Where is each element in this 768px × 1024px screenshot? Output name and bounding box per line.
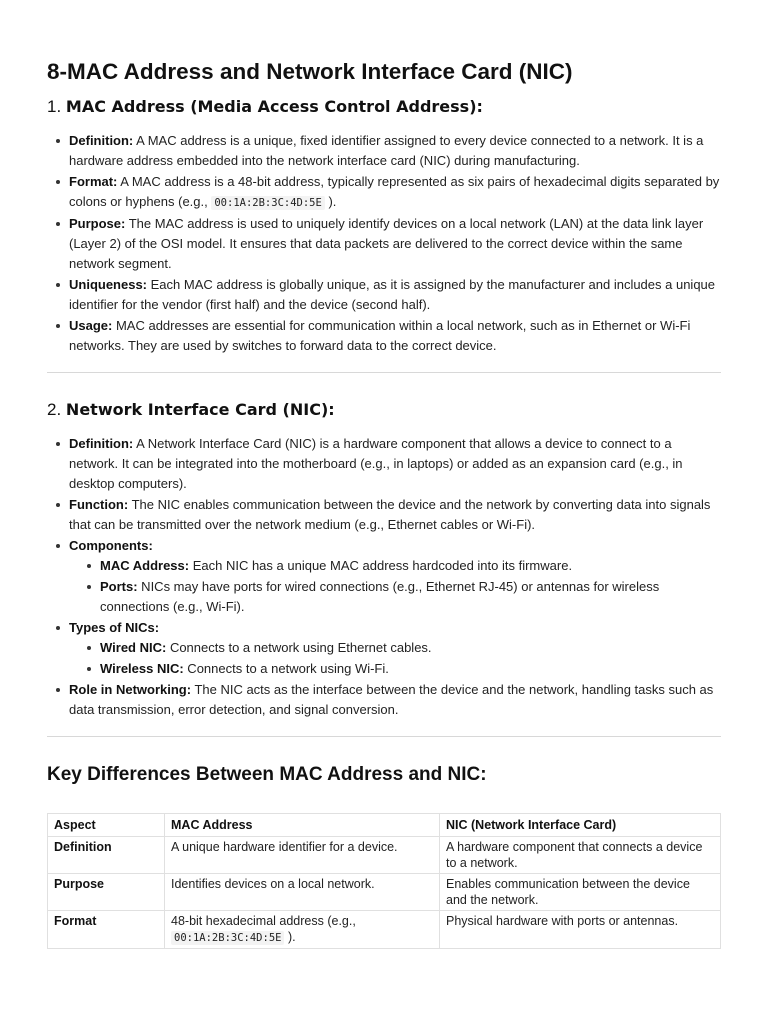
column-header: Aspect	[48, 814, 165, 837]
nic-types-list	[69, 638, 721, 679]
cell-text: ).	[284, 930, 296, 944]
comparison-heading: Key Differences Between MAC Address and NIC:	[47, 764, 487, 785]
section-heading-mac	[47, 96, 721, 118]
table-row	[48, 837, 721, 874]
item-text: ).	[324, 194, 337, 209]
item-text: Connects to a network using Ethernet cables.	[166, 640, 432, 655]
list-item	[100, 659, 721, 679]
list-item	[69, 275, 721, 315]
section-title: Network Interface Card (NIC):	[65, 400, 335, 419]
item-label: Function:	[69, 497, 129, 512]
list-item	[69, 680, 721, 720]
item-label: Role in Networking:	[69, 682, 192, 697]
item-label: MAC Address:	[100, 558, 190, 573]
item-label: Definition:	[69, 436, 134, 451]
section-heading-nic	[47, 399, 721, 421]
table-cell-nic: Enables communication between the device and the network.	[440, 874, 721, 911]
list-item	[69, 172, 721, 213]
comparison-table	[47, 813, 721, 949]
table-cell-mac: Identifies devices on a local network.	[165, 874, 440, 911]
item-text: NICs may have ports for wired connections (e.g., Ethernet RJ-45) or antennas for wireless connections (e.g., Wi-Fi).	[100, 579, 660, 614]
table-row	[48, 911, 721, 949]
item-label: Format:	[69, 174, 118, 189]
item-label: Types of NICs:	[69, 620, 160, 635]
item-text: Each MAC address is globally unique, as it is assigned by the manufacturer and includes a unique identifier for the vendor (first half) and the device (second half).	[69, 277, 716, 312]
column-header: NIC (Network Interface Card)	[440, 814, 721, 837]
section-title: MAC Address (Media Access Control Address):	[65, 97, 483, 116]
section-number: 1.	[47, 97, 62, 116]
divider	[47, 736, 721, 737]
item-label: Purpose:	[69, 216, 126, 231]
item-text: MAC addresses are essential for communication within a local network, such as in Ethernet or Wi-Fi networks. They are used by switches to forward data to the correct device.	[69, 318, 691, 353]
list-item	[69, 131, 721, 171]
components-list	[69, 556, 721, 617]
item-label: Usage:	[69, 318, 113, 333]
table-header-row	[48, 814, 721, 837]
list-item	[69, 316, 721, 356]
list-item	[100, 556, 721, 576]
item-text: The NIC enables communication between the device and the network by converting data into signals that can be transmitted over the network medium (e.g., Ethernet cables or Wi-Fi).	[69, 497, 711, 532]
item-label: Components:	[69, 538, 153, 553]
table-cell-mac	[165, 911, 440, 949]
table-cell-nic: A hardware component that connects a device to a network.	[440, 837, 721, 874]
list-item	[69, 495, 721, 535]
item-text: Connects to a network using Wi-Fi.	[183, 661, 389, 676]
list-item	[69, 618, 721, 679]
item-label: Definition:	[69, 133, 134, 148]
item-text: A MAC address is a 48-bit address, typically represented as six pairs of hexadecimal digits separated by colons or hyphens (e.g.,	[69, 174, 720, 209]
table-cell-aspect: Format	[48, 911, 165, 949]
list-item	[69, 434, 721, 494]
list-item	[69, 536, 721, 617]
item-text: The MAC address is used to uniquely identify devices on a local network (LAN) at the data link layer (Layer 2) of the OSI model. It ensures that data packets are delivered to the correct device within the same network segment.	[69, 216, 704, 271]
list-item	[69, 214, 721, 274]
mac-example-code: 00:1A:2B:3C:4D:5E	[171, 931, 284, 945]
item-text: A Network Interface Card (NIC) is a hardware component that allows a device to connect to a network. It can be integrated into the motherboard (e.g., in laptops) or added as an expansion card (e.g., in desktop computers).	[69, 436, 683, 491]
item-label: Wireless NIC:	[100, 661, 184, 676]
table-cell-mac: A unique hardware identifier for a device.	[165, 837, 440, 874]
nic-list	[47, 434, 721, 720]
section-number: 2.	[47, 400, 62, 419]
column-header: MAC Address	[165, 814, 440, 837]
item-text: The NIC acts as the interface between the device and the network, handling tasks such as data transmission, error detection, and signal conversion.	[69, 682, 714, 717]
mac-example-code: 00:1A:2B:3C:4D:5E	[211, 196, 324, 210]
divider	[47, 372, 721, 373]
table-cell-nic: Physical hardware with ports or antennas.	[440, 911, 721, 949]
item-label: Uniqueness:	[69, 277, 148, 292]
item-text: Each NIC has a unique MAC address hardcoded into its firmware.	[189, 558, 573, 573]
list-item	[100, 577, 721, 617]
cell-text: 48-bit hexadecimal address (e.g.,	[171, 914, 356, 928]
list-item	[100, 638, 721, 658]
item-label: Wired NIC:	[100, 640, 167, 655]
item-text: A MAC address is a unique, fixed identifier assigned to every device connected to a network. It is a hardware address embedded into the network interface card (NIC) during manufacturing.	[69, 133, 704, 168]
page-title: 8-MAC Address and Network Interface Card (NIC)	[47, 59, 573, 84]
mac-list	[47, 131, 721, 356]
table-cell-aspect: Definition	[48, 837, 165, 874]
table-cell-aspect: Purpose	[48, 874, 165, 911]
item-label: Ports:	[100, 579, 138, 594]
table-row	[48, 874, 721, 911]
